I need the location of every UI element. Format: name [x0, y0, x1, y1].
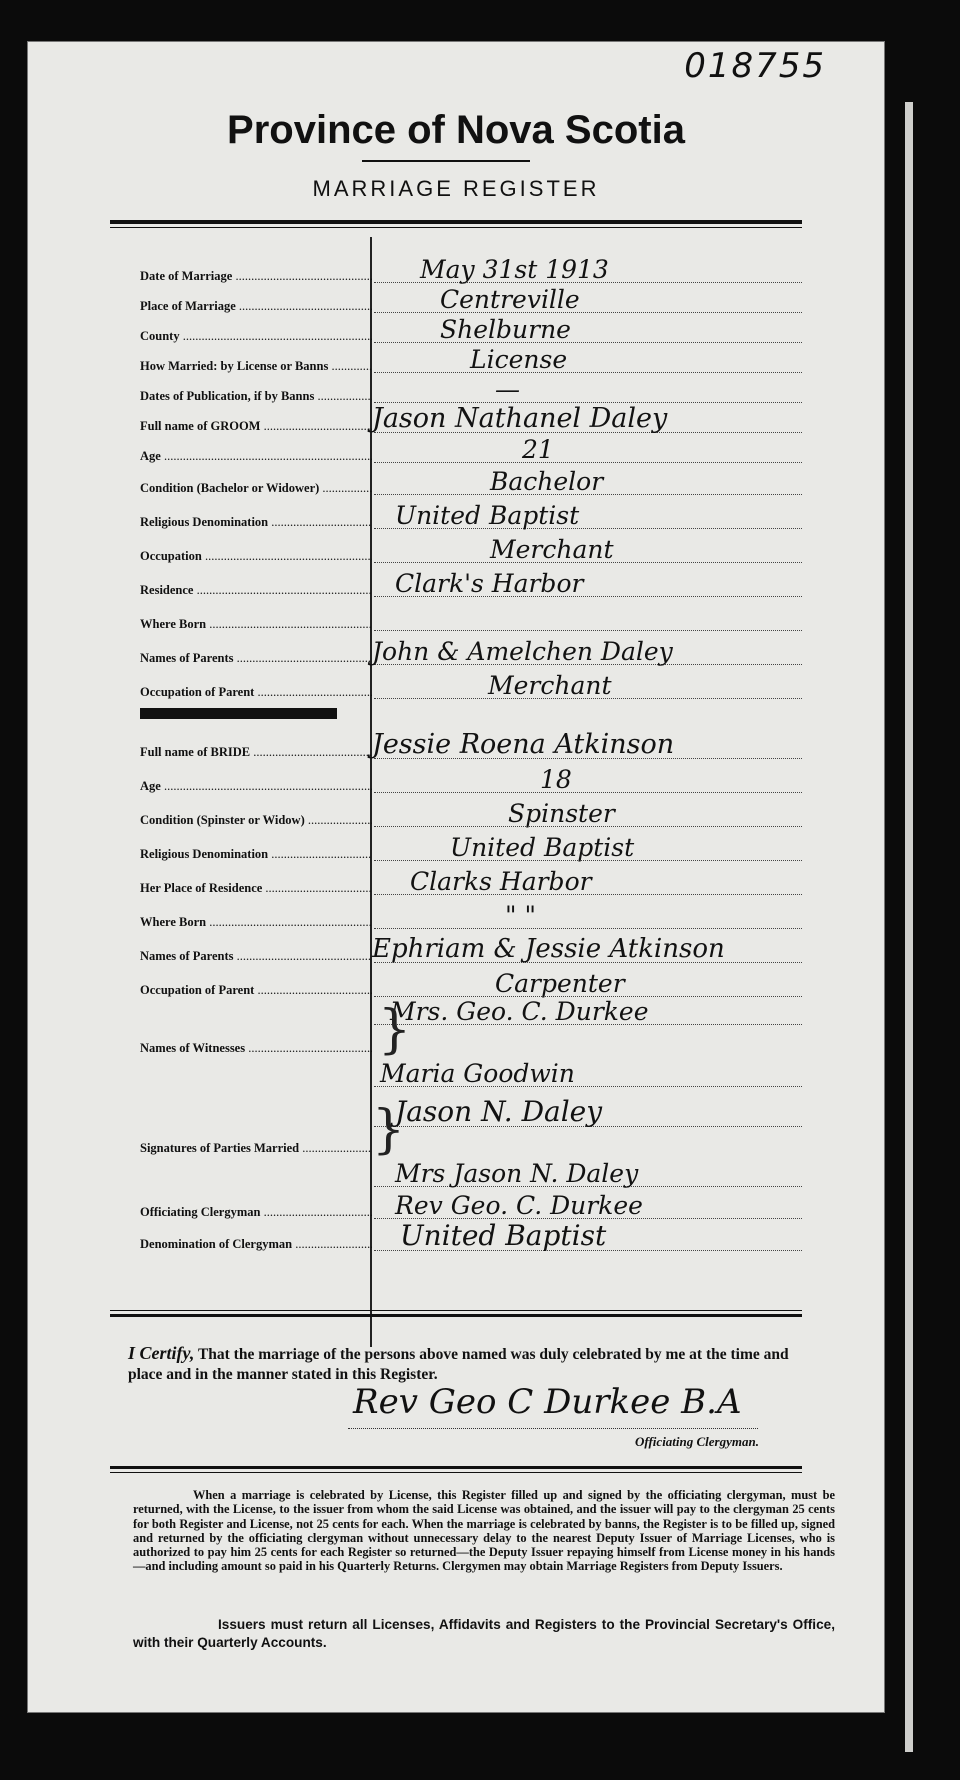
field-value: Merchant: [490, 535, 614, 564]
field-row: [110, 833, 802, 862]
field-label: Signatures of Parties Married .....: [140, 1141, 372, 1156]
field-row: [110, 403, 802, 434]
field-line: [374, 312, 802, 313]
field-row: [110, 934, 802, 964]
field-label: Denomination of Clergyman .....: [140, 1237, 372, 1252]
field-value: " ": [505, 901, 536, 930]
field-row: [110, 345, 802, 374]
field-row: [110, 671, 802, 700]
field-line: [374, 792, 802, 793]
field-label: County .....: [140, 329, 372, 344]
signature-line-1: [110, 1095, 802, 1128]
certify-body: That the marriage of the persons above named was duly celebrated by me at the time and place and in the manner stated in this Register.: [128, 1346, 789, 1383]
field-row: [110, 867, 802, 896]
field-label: Her Place of Residence .....: [140, 881, 372, 896]
field-row: [110, 969, 802, 998]
field-row: [110, 501, 802, 530]
field-line: [374, 342, 802, 343]
bottom-rule-thick: [110, 1466, 802, 1469]
field-row: [110, 467, 802, 496]
field-label: Names of Parents .....: [140, 949, 372, 964]
title-underline: [362, 160, 530, 162]
certification-text: [128, 1342, 808, 1384]
instructions-paragraph: When a marriage is celebrated by License, this Register filled up and signed by the officiating clergyman, must be returned, with the License, to the issuer from whom the said License was obtained, and the issuer will pay to the clergyman 25 cents for both Register and License, not 25 cents for each. When the marriage is celebrated by banns, the Register is to be filled up, signed and returned by the officiating clergyman without unnecessary delay to the nearest Deputy Issuer of Marriage Licenses, who is authorized to pay him 25 cents for each Register so returned—the Deputy Issuer repaying himself from License money in his hands—and including amount so paid in his Quarterly Returns. Clergymen may obtain Marriage Registers from Deputy Issuers.: [133, 1488, 835, 1574]
field-value: United Baptist: [400, 1219, 607, 1252]
field-value: 18: [540, 765, 572, 794]
bottom-rule-thin: [110, 1472, 802, 1473]
signature-1: Jason N. Daley: [395, 1095, 603, 1128]
field-row: [110, 1219, 802, 1252]
field-row: [110, 285, 802, 314]
field-value: United Baptist: [395, 501, 580, 530]
top-rule-thin: [110, 227, 802, 228]
witness-line-1: [110, 997, 802, 1026]
field-row: [110, 901, 802, 930]
signature-line: [348, 1428, 758, 1429]
field-row: [110, 1191, 802, 1220]
field-row: [110, 1132, 802, 1156]
field-row: [110, 255, 802, 284]
paper-edge: [905, 102, 913, 1752]
field-value: Ephriam & Jessie Atkinson: [372, 934, 725, 964]
field-row: [110, 315, 802, 344]
field-value: Rev Geo. C. Durkee: [395, 1191, 643, 1220]
field-value: Centreville: [440, 285, 580, 314]
field-value: Spinster: [508, 799, 615, 828]
page-title: Province of Nova Scotia: [227, 108, 685, 152]
field-label: Officiating Clergyman .....: [140, 1205, 372, 1220]
field-label: Age .....: [140, 449, 372, 464]
field-line: [374, 372, 802, 373]
field-label: Names of Parents .....: [140, 651, 372, 666]
field-row: [110, 535, 802, 564]
witness-brace: }: [378, 1000, 412, 1060]
field-value: 21: [522, 435, 554, 464]
signature-brace: }: [372, 1100, 406, 1160]
field-label: Religious Denomination .....: [140, 847, 372, 862]
field-value: Shelburne: [440, 315, 571, 344]
register-form: [28, 42, 884, 1712]
document-number: 018755: [684, 46, 826, 86]
field-label: Full name of BRIDE .....: [140, 745, 372, 760]
signature-line-2: [110, 1159, 802, 1188]
top-rule-thick: [110, 220, 802, 224]
field-label: Where Born .....: [140, 617, 372, 632]
field-row: [110, 637, 802, 666]
field-label: Condition (Spinster or Widow) .....: [140, 813, 372, 828]
field-label: Where Born .....: [140, 915, 372, 930]
field-line: [374, 630, 802, 631]
field-label: Place of Marriage .....: [140, 299, 372, 314]
field-line: [374, 928, 802, 929]
certify-lead: I Certify,: [128, 1343, 195, 1363]
field-value: Carpenter: [495, 969, 625, 998]
field-value: Clark's Harbor: [395, 569, 584, 598]
mid-rule-thick: [110, 1314, 802, 1317]
field-row: [110, 375, 802, 404]
field-label: Residence .....: [140, 583, 372, 598]
field-row: [110, 608, 802, 632]
field-label: How Married: by License or Banns .....: [140, 359, 372, 374]
field-row: [110, 729, 802, 760]
field-label: Occupation of Parent .....: [140, 685, 372, 700]
field-label: Condition (Bachelor or Widower) .....: [140, 481, 372, 496]
field-row: [110, 435, 802, 464]
field-value: Bachelor: [490, 467, 604, 496]
field-label: Religious Denomination .....: [140, 515, 372, 530]
field-value: United Baptist: [450, 833, 635, 862]
field-label: Age .....: [140, 779, 372, 794]
field-label: Occupation .....: [140, 549, 372, 564]
field-label: Full name of GROOM .....: [140, 419, 372, 434]
field-row: [110, 1032, 802, 1056]
mid-rule-thin: [110, 1310, 802, 1311]
signature-caption: Officiating Clergyman.: [635, 1434, 759, 1449]
field-value: Merchant: [488, 671, 612, 700]
witness-line-2: [110, 1059, 802, 1088]
signature-2: Mrs Jason N. Daley: [395, 1159, 639, 1188]
field-label: Date of Marriage .....: [140, 269, 372, 284]
field-value: John & Amelchen Daley: [372, 637, 673, 666]
field-value: License: [470, 345, 568, 374]
field-label: Names of Witnesses .....: [140, 1041, 372, 1056]
form-subtitle: MARRIAGE REGISTER: [312, 176, 600, 201]
witness-2: Maria Goodwin: [380, 1059, 575, 1088]
field-row: [110, 569, 802, 598]
field-row: [110, 799, 802, 828]
field-value: Jessie Roena Atkinson: [372, 729, 675, 760]
field-value: Jason Nathanel Daley: [372, 403, 668, 434]
witness-1: Mrs. Geo. C. Durkee: [390, 997, 649, 1026]
field-label: Occupation of Parent .....: [140, 983, 372, 998]
field-value: May 31st 1913: [420, 255, 609, 284]
clergyman-signature: Rev Geo C Durkee B.A: [353, 1382, 742, 1422]
bride-section-bar: [140, 708, 337, 719]
field-row: [110, 765, 802, 794]
issuers-notice: Issuers must return all Licenses, Affidavits and Registers to the Provincial Secretary's Office, with their Quarterly Accounts.: [133, 1617, 835, 1650]
field-value: —: [495, 375, 520, 404]
field-label: Dates of Publication, if by Banns .....: [140, 389, 372, 404]
field-line: [374, 462, 802, 463]
field-value: Clarks Harbor: [410, 867, 592, 896]
